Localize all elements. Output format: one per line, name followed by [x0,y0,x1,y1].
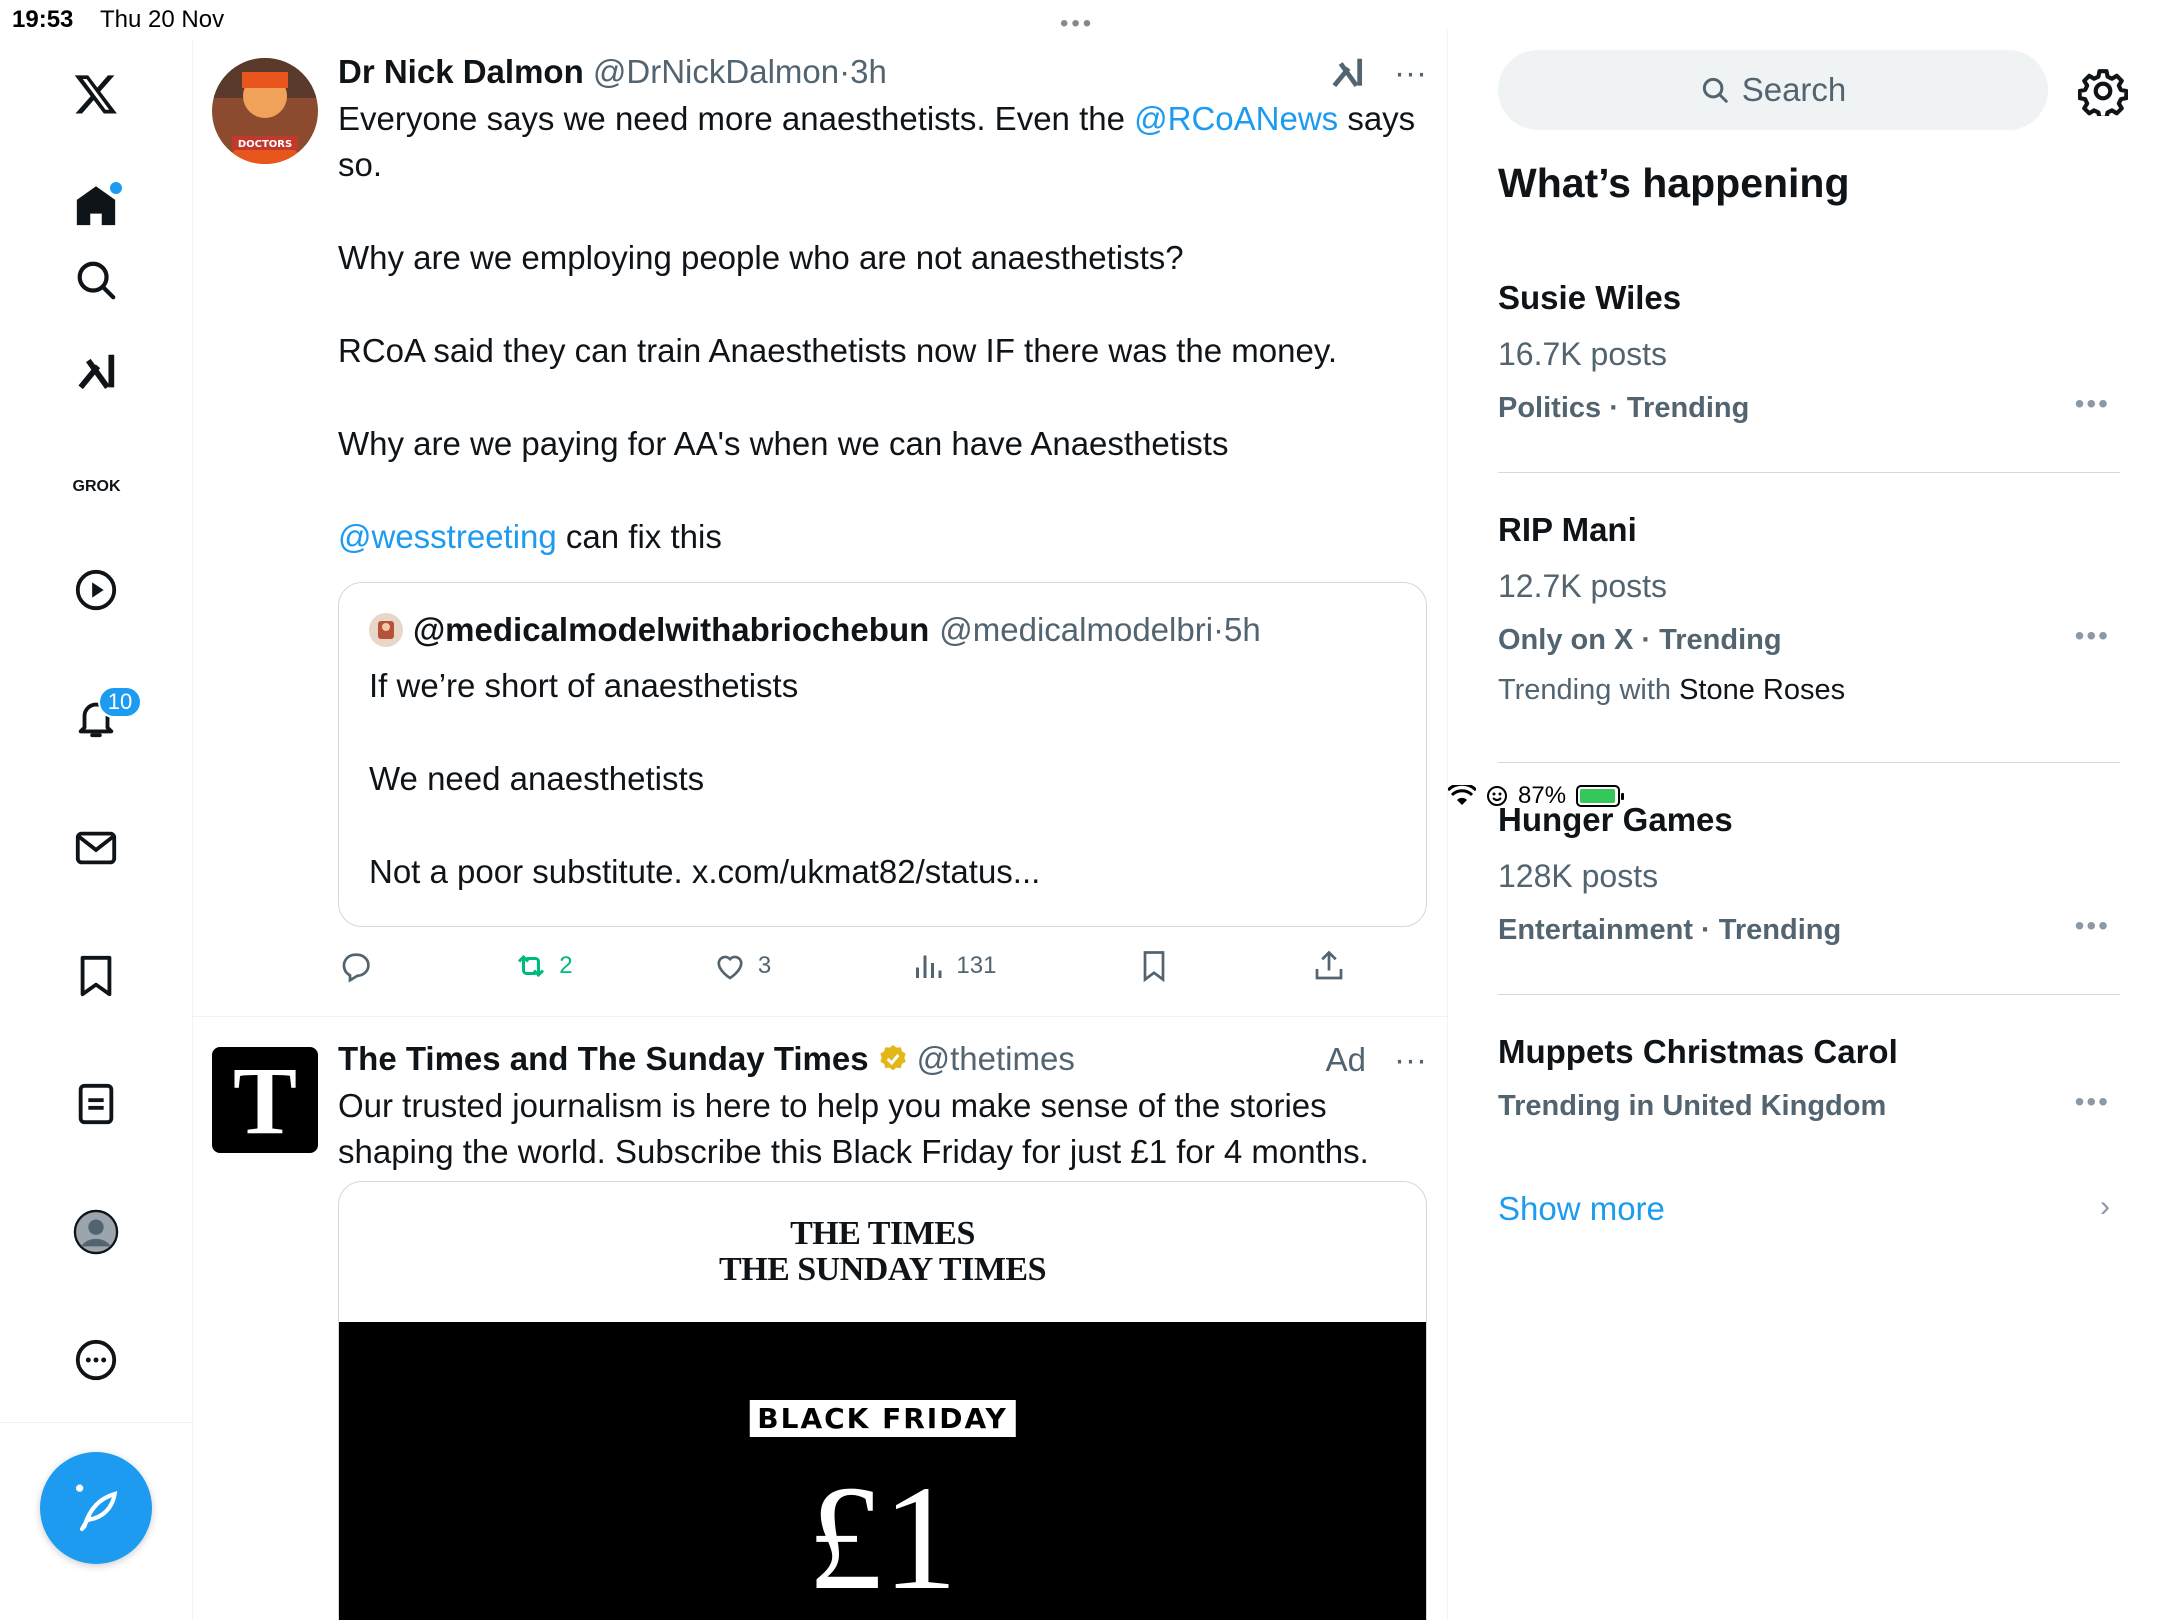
trend-category: Only on X · Trending [1498,624,1782,656]
share-button[interactable] [1311,948,1347,984]
compose-feather-icon [68,1480,124,1536]
search-icon [1700,75,1730,105]
trend-more-icon[interactable]: ••• [2074,620,2110,651]
x-logo-icon [73,71,119,117]
repost-count: 2 [559,952,573,979]
author-handle[interactable]: @DrNickDalmon [592,53,840,90]
bookmark-icon [73,953,119,999]
author-name[interactable]: Dr Nick Dalmon [338,53,584,90]
separator-dot: · [1213,611,1225,648]
grok-label: GROK [72,478,121,495]
search-icon [73,257,119,303]
quote-author-name: @medicalmodelwithabriochebun [413,611,930,648]
status-date: Thu 20 Nov [100,6,225,33]
tweet-paragraph: Why are we paying for AA's when we can have Anaesthetists [338,425,1229,462]
trend-category: Trending in United Kingdom [1498,1090,1887,1122]
tweet-top-actions [1328,54,1427,92]
home-unread-dot [110,182,122,194]
separator-dot: · [839,53,851,90]
section-title: What’s happening [1498,160,1850,206]
list-icon [73,1081,119,1127]
trend-with-label: Trending with [1498,674,1680,706]
tweet-body [338,1037,1427,1175]
compose-button[interactable] [40,1452,152,1564]
tweet-header [338,50,1427,94]
quoted-tweet[interactable] [338,582,1427,927]
tweet-text-line: Our trusted journalism is here to help you make sense of the stories [338,1087,1327,1124]
trend-title: Muppets Christmas Carol [1498,1033,1898,1070]
show-more-link[interactable]: Show more [1498,1190,1665,1227]
repost-icon [513,948,549,984]
repost-button[interactable] [513,948,572,984]
trend-posts: 16.7K posts [1498,336,1667,372]
tweet[interactable] [193,30,1447,1017]
grok-icon[interactable] [1328,54,1366,92]
nav-video[interactable] [62,556,130,624]
quote-avatar [369,613,403,647]
chevron-right-icon[interactable]: › [2100,1190,2110,1223]
right-sidebar [1448,40,2160,1620]
masthead-line: THE SUNDAY TIMES [718,1251,1047,1288]
ad-media-card[interactable] [338,1181,1427,1620]
bookmark-button[interactable] [1136,948,1172,984]
nav-lists[interactable] [62,1070,130,1138]
svg-text:DOCTORS: DOCTORS [237,139,293,150]
trend-item[interactable] [1498,1030,2120,1126]
timeline [193,30,1448,1620]
reply-button[interactable] [338,948,374,984]
tweet-paragraph: RCoA said they can train Anaesthetists now IF there was the money. [338,332,1338,369]
tweet-text-line: Everyone says we need more anaesthetists. Even the [338,100,1135,137]
times-masthead [339,1182,1426,1322]
play-circle-icon [73,567,119,613]
trend-title: RIP Mani [1498,511,1637,548]
verified-gold-badge-icon [877,1043,909,1075]
tweet-body [338,50,1427,560]
trend-more-icon[interactable]: ••• [2074,388,2110,419]
trend-divider [1498,472,2120,473]
battery-percent: 87% [1518,782,1567,809]
author-name[interactable]: The Times and The Sunday Times [338,1040,869,1077]
like-count: 3 [757,952,772,979]
tweet-text [338,96,1427,560]
bookmark-icon [1136,948,1172,984]
nav-explore[interactable] [62,246,130,314]
advertiser-avatar[interactable]: T [212,1047,318,1153]
nav-bookmarks[interactable] [62,942,130,1010]
tweet-actions [338,948,1347,984]
trend-posts: 12.7K posts [1498,568,1667,604]
heart-icon [712,948,748,984]
left-nav [0,40,193,1620]
nav-notifications[interactable] [62,684,133,752]
nav-grok[interactable] [62,338,130,406]
more-options-icon[interactable]: ··· [1394,1041,1427,1078]
ad-banner [339,1322,1426,1620]
tweet-text-line: says [1338,100,1416,137]
nav-divider [0,1422,193,1423]
trend-category: Politics · Trending [1498,392,1750,424]
nav-messages[interactable] [62,814,130,882]
tweet-text-line: can fix this [556,518,722,555]
trend-divider [1498,762,2120,763]
views-count: 131 [956,952,997,979]
nav-more[interactable] [62,1326,130,1394]
multitask-dots[interactable]: ••• [1060,10,1095,37]
author-avatar[interactable] [212,58,318,164]
mention-link[interactable]: @RCoANews [1134,100,1339,137]
tweet-text-line: so. [338,146,383,183]
tweet-text [338,1083,1427,1175]
tweet-header [338,1037,1427,1081]
trend-item[interactable] [1498,798,2120,950]
search-placeholder: Search [1741,71,1847,108]
trend-item[interactable] [1498,508,2120,710]
trend-title: Susie Wiles [1498,279,1682,316]
trend-more-icon[interactable]: ••• [2074,1086,2110,1117]
profile-avatar-icon [73,1209,119,1255]
search-box[interactable] [1498,50,2048,130]
more-options-icon[interactable]: ··· [1394,54,1427,91]
quote-header [369,611,1261,649]
masthead-line: THE TIMES [790,1215,975,1252]
quote-text [369,663,1040,895]
tweet-text-line: shaping the world. Subscribe this Black Friday for just £1 for 4 months. [338,1133,1369,1170]
trend-with-topic[interactable]: Stone Roses [1679,674,1846,706]
quote-author-handle: @medicalmodelbri [939,611,1214,648]
status-time: 19:53 [12,6,74,33]
notifications-badge: 10 [98,686,142,718]
nav-profile[interactable] [62,1198,130,1266]
nav-home[interactable] [62,172,130,240]
views-chart-icon [910,948,946,984]
mention-link[interactable]: @wesstreeting [338,518,557,555]
tweet-top-actions [1326,1041,1427,1079]
like-button[interactable] [712,948,771,984]
grok-icon [73,349,119,395]
quote-line: Not a poor substitute. x.com/ukmat82/status... [369,853,1041,890]
avatar-photo [212,58,318,164]
share-icon [1311,948,1347,984]
x-logo[interactable] [62,60,130,128]
trend-divider [1498,994,2120,995]
black-friday-label: BLACK FRIDAY [749,1400,1015,1437]
tweet-paragraph: Why are we employing people who are not anaesthetists? [338,239,1184,276]
views-button[interactable] [910,948,996,984]
trend-category: Entertainment · Trending [1498,914,1842,946]
trend-item[interactable] [1498,276,2120,428]
ad-label: Ad [1325,1041,1367,1078]
trend-more-icon[interactable]: ••• [2074,910,2110,941]
tweet-time[interactable]: 3h [850,53,887,90]
quote-time: 5h [1224,611,1261,648]
trend-with [1498,670,2120,710]
mail-icon [73,825,119,871]
more-circle-icon [73,1337,119,1383]
trend-posts: 128K posts [1498,858,1659,894]
offer-price: £1 [807,1455,958,1620]
quote-line: If we’re short of anaesthetists [369,667,799,704]
author-handle[interactable]: @thetimes [916,1040,1075,1077]
trend-title: Hunger Games [1498,801,1733,838]
promoted-tweet[interactable] [193,1017,1447,1620]
settings-gear-icon[interactable] [2078,66,2128,116]
reply-icon [338,948,374,984]
quote-line: We need anaesthetists [369,760,705,797]
